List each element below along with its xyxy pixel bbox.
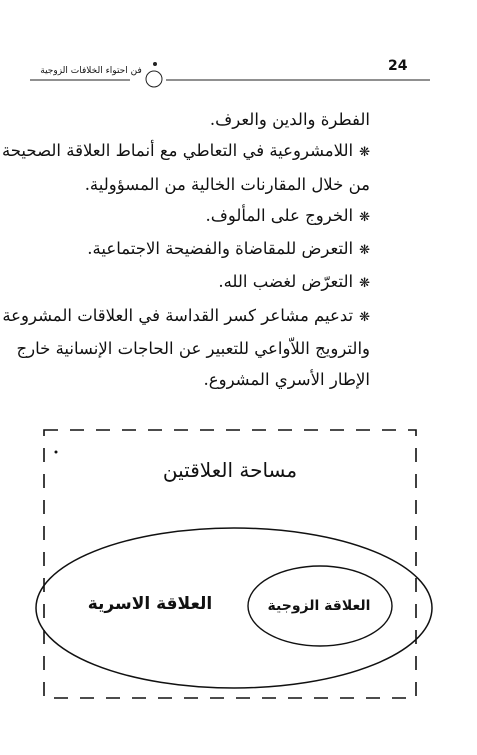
inner-label: العلاقة الزوجية [267, 598, 371, 614]
line-text: التعرّض لغضب الله. [218, 272, 354, 292]
diagram-title: مساحة العلاقتين [162, 458, 298, 482]
bullet-icon: ❋ [359, 243, 370, 259]
line-text: التعرض للمقاضاة والفضيحة الاجتماعية. [87, 239, 354, 259]
line-text: الفطرة والدين والعرف. [209, 110, 370, 129]
bullet-icon: ❋ [359, 145, 370, 161]
line-text: الخروج على المألوف. [205, 205, 354, 225]
line-text: الإطار الأسري المشروع. [203, 370, 370, 390]
bullet-icon: ❋ [359, 209, 370, 225]
line-text: اللامشروعية في التعاطي مع أنماط العلاقة الصحيحة [1, 141, 354, 161]
outer-label: العلاقة الاسرية [87, 594, 213, 614]
line-text: تدعيم مشاعر كسر القداسة في العلاقات المشروعة [2, 305, 354, 325]
page-number: 24 [388, 58, 408, 74]
bullet-icon: ❋ [359, 276, 370, 292]
bullet-icon: ❋ [359, 309, 370, 325]
running-title: فن احتواء الخلافات الزوجية [40, 66, 142, 76]
line-text: من خلال المقارنات الخالية من المسؤولية. [84, 174, 370, 194]
line-text: والترويج اللاّواعي للتعبير عن الحاجات الإنسانية خارج [16, 339, 370, 359]
